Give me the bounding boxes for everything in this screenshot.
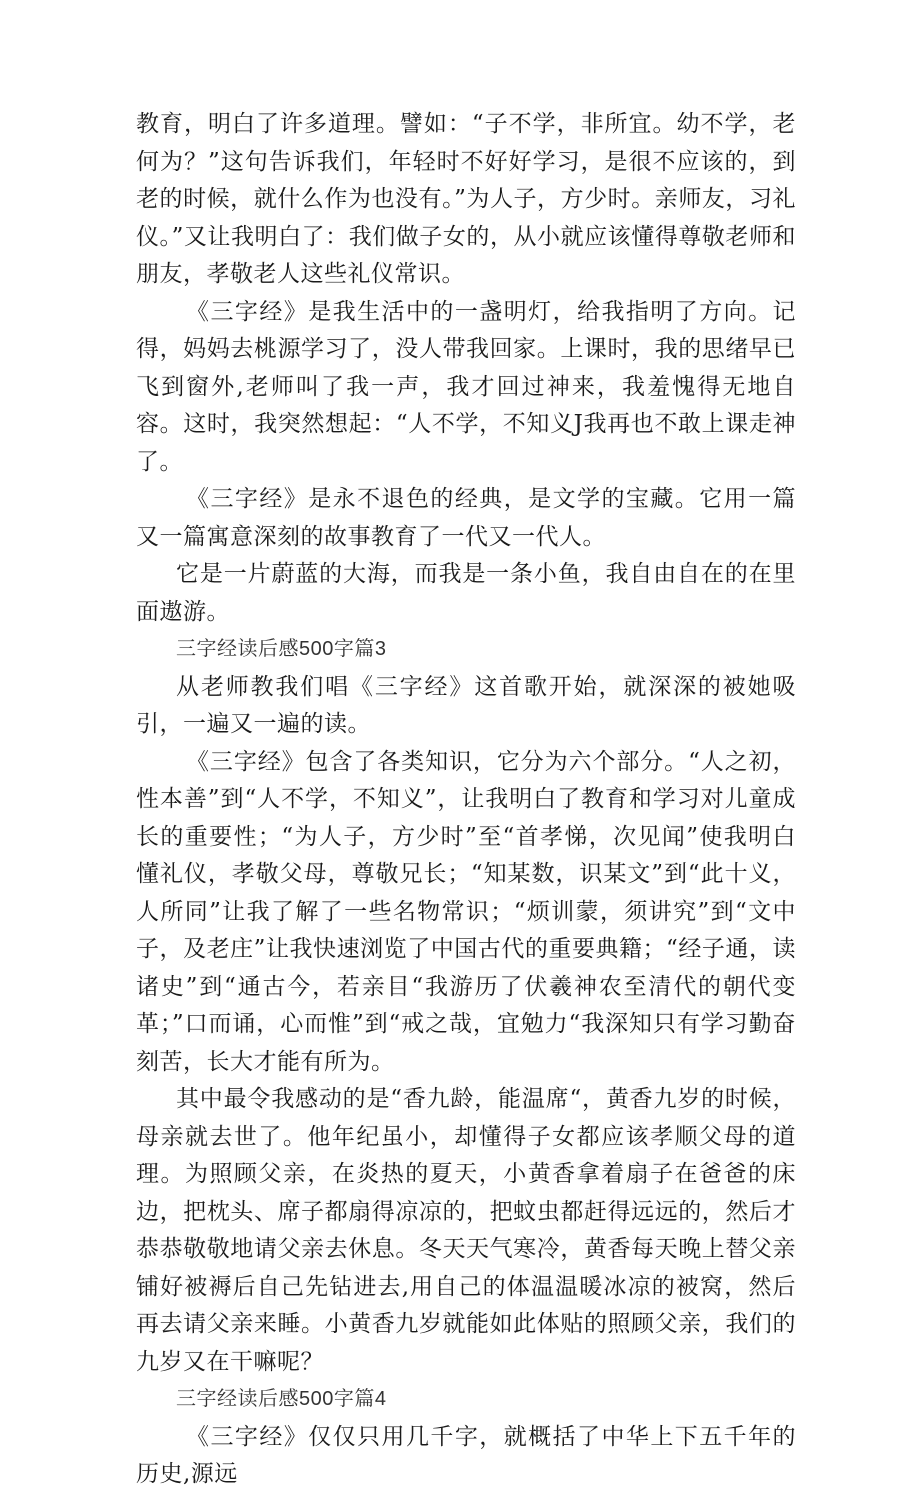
section-heading-4: 三字经读后感500字篇4 <box>176 1388 387 1410</box>
section-heading-3: 三字经读后感500字篇3 <box>176 638 387 660</box>
paragraph-5: 从老师教我们唱《三字经》这首歌开始，就深深的被她吸引，一遍又一遍的读。 <box>136 673 796 737</box>
paragraph-8: 《三字经》仅仅只用几千字，就概括了中华上下五千年的历史,源远 <box>136 1423 796 1487</box>
paragraph-3: 《三字经》是永不退色的经典，是文学的宝藏。它用一篇又一篇寓意深刻的故事教育了一代又一代人。 <box>136 486 796 550</box>
paragraph-1: 教育，明白了许多道理。譬如：“子不学，非所宜。幼不学，老何为？”这句告诉我们，年轻时不好好学习，是很不应该的，到老的时候，就什么作为也没有。”为人子，方少时。亲师友，习礼仪。”又让我明白了：我们做子女的，从小就应该懂得尊敬老师和朋友，孝敬老人这些礼仪常识。 <box>136 111 796 287</box>
paragraph-2: 《三字经》是我生活中的一盏明灯，给我指明了方向。记得，妈妈去桃源学习了，没人带我回家。上课时，我的思绪早已飞到窗外,老师叫了我一声，我才回过神来，我羞愧得无地自容。这时，我突然想起：“人不学，不知义J我再也不敢上课走神了。 <box>136 298 796 475</box>
paragraph-6: 《三字经》包含了各类知识，它分为六个部分。“人之初，性本善”到“人不学，不知义”，让我明白了教育和学习对儿童成长的重要性；“为人子，方少时”至“首孝悌，次见闻”使我明白懂礼仪，孝敬父母，尊敬兄长；“知某数，识某文”到“此十义，人所同”让我了解了一些名物常识；“烦训蒙，须讲究”到“文中子，及老庄”让我快速浏览了中国古代的重要典籍；“经子通，读诸史”到“通古今，若亲目“我游历了伏羲神农至清代的朝代变革；”口而诵，心而惟”到“戒之哉，宜勉力“我深知只有学习勤奋刻苦，长大才能有所为。 <box>136 748 796 1075</box>
document-body <box>136 106 796 1494</box>
paragraph-4: 它是一片蔚蓝的大海，而我是一条小鱼，我自由自在的在里面遨游。 <box>136 561 796 625</box>
paragraph-7: 其中最令我感动的是“香九龄，能温席“，黄香九岁的时候，母亲就去世了。他年纪虽小，却懂得子女都应该孝顺父母的道理。为照顾父亲，在炎热的夏天，小黄香拿着扇子在爸爸的床边，把枕头、席子都扇得凉凉的，把蚊虫都赶得远远的，然后才恭恭敬敬地请父亲去休息。冬天天气寒冷，黄香每天晚上替父亲铺好被褥后自己先钻进去,用自己的体温温暖冰凉的被窝，然后再去请父亲来睡。小黄香九岁就能如此体贴的照顾父亲，我们的九岁又在干嘛呢？ <box>136 1086 796 1375</box>
